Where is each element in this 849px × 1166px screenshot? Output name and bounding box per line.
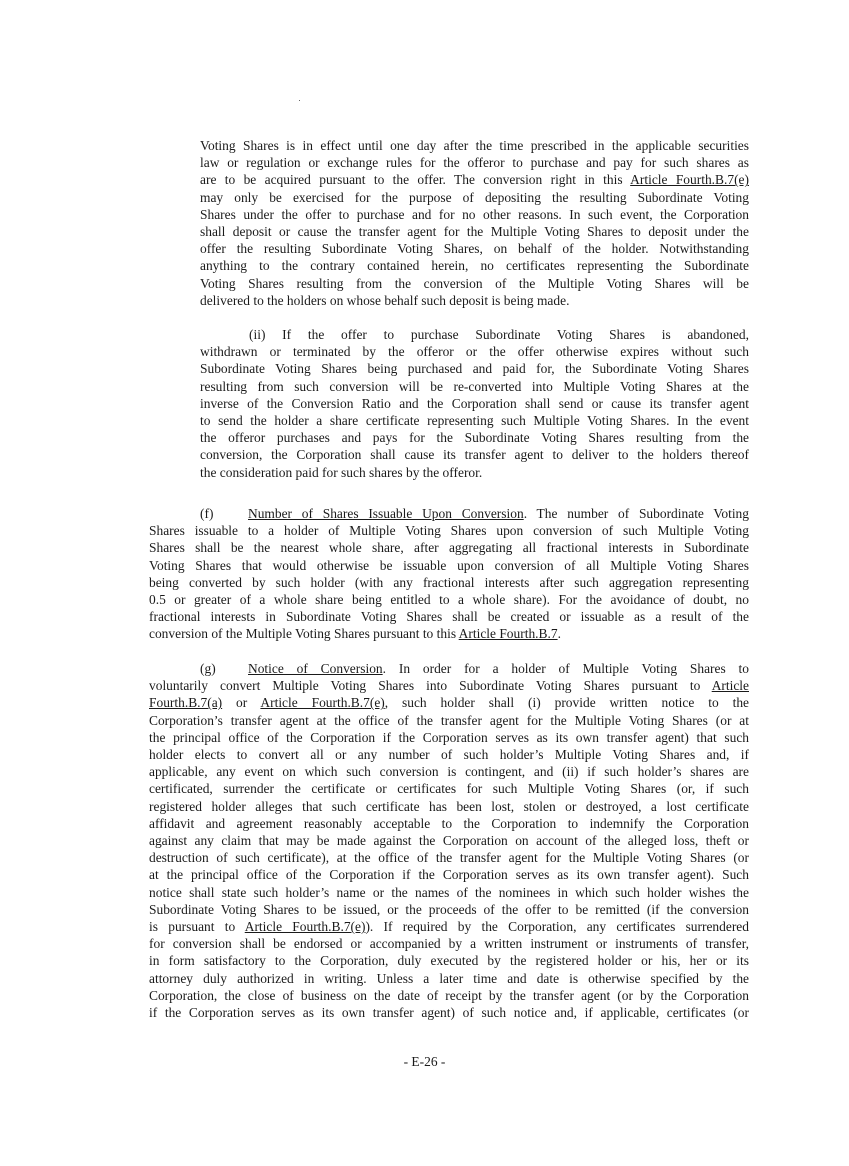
text-run: . xyxy=(557,626,561,642)
text-line: fractional interests in Subordinate Voting Shares shall be created or issuable as a result of the xyxy=(149,609,749,625)
text-line: Voting Shares is in effect until one day after the time prescribed in the applicable securities xyxy=(200,138,749,153)
text-run: . The number of Subordinate Voting xyxy=(523,506,749,521)
text-line: Subordinate Voting Shares being purchased and paid for, the Subordinate Voting Shares xyxy=(200,361,749,377)
text-run: . In order for a holder of Multiple Voting Shares to xyxy=(382,661,749,676)
text-line: Subordinate Voting Shares to be issued, or the proceeds of the offer to be remitted (if the conversion xyxy=(149,901,749,917)
text-line: in form satisfactory to the Corporation, duly executed by the registered holder or his, her or its xyxy=(149,953,749,969)
text-line: notice shall state such holder’s name or the names of the nominees in which such holder wishes the xyxy=(149,884,749,900)
paragraph-e-continued xyxy=(200,137,749,309)
section-label: (f) xyxy=(200,506,214,521)
article-reference: Article Fourth.B.7(e) xyxy=(244,919,366,935)
article-reference: Article xyxy=(711,678,749,694)
text-line: shall deposit or cause the transfer agent for the Multiple Voting Shares to deposit under the xyxy=(200,224,749,240)
text-line: attorney duly authorized in writing. Unless a later time and date is otherwise specified by the xyxy=(149,970,749,986)
text-line: anything to the contrary contained herein, no certificates representing the Subordinate xyxy=(200,258,749,274)
article-reference: Article Fourth.B.7(e) xyxy=(630,172,749,188)
text-line: at the principal office of the Corporation if the Corporation serves as its own transfer agent). Such xyxy=(149,867,749,883)
text-line xyxy=(149,918,749,935)
text-line: Shares issuable to a holder of Multiple Voting Shares upon conversion of such Multiple Voting xyxy=(149,523,749,539)
text-line: conversion, the Corporation shall cause its transfer agent to deliver to the holders thereof xyxy=(200,447,749,463)
section-heading: Notice of Conversion xyxy=(248,661,383,676)
text-line: being converted by such holder (with any fractional interests after such aggregation representing xyxy=(149,574,749,590)
text-line: Voting Shares resulting from the conversion of the Multiple Voting Shares will be xyxy=(200,275,749,291)
text-run: ). If required by the Corporation, any certificates surrendered xyxy=(365,919,749,935)
text-run: , such holder shall (i) provide written notice to the xyxy=(384,695,749,711)
text-line: applicable, any event on which such conversion is contingent, and (ii) if such holder’s shares are xyxy=(149,764,749,780)
text-line: Shares under the offer to purchase and for no other reasons. In such event, the Corporation xyxy=(200,206,749,222)
text-line: Corporation’s transfer agent at the office of the transfer agent for the Multiple Voting Shares (or at xyxy=(149,712,749,728)
text-line: for conversion shall be endorsed or accompanied by a written instrument or instruments of transfer, xyxy=(149,936,749,952)
text-line xyxy=(149,505,749,522)
text-line: against any claim that may be made against the Corporation on account of the alleged loss, theft or xyxy=(149,833,749,849)
text-run: voluntarily convert Multiple Voting Shares into Subordinate Voting Shares pursuant to xyxy=(149,678,712,694)
text-line xyxy=(149,625,749,642)
text-line: to send the holder a share certificate representing such Multiple Voting Shares. In the event xyxy=(200,413,749,429)
text-run: is pursuant to xyxy=(149,919,245,935)
text-line: certificated, surrender the certificate or certificates for such Multiple Voting Shares (or, if such xyxy=(149,781,749,797)
section-heading: Number of Shares Issuable Upon Conversion xyxy=(248,506,524,521)
text-line: Corporation, the close of business on the date of receipt by the transfer agent (or by the Corporation xyxy=(149,987,749,1003)
text-run: are to be acquired pursuant to the offer. The conversion right in this xyxy=(200,172,631,188)
text-line: 0.5 or greater of a whole share being entitled to a whole share). For the avoidance of doubt, no xyxy=(149,592,749,608)
text-run: or xyxy=(222,695,261,711)
text-run: conversion of the Multiple Voting Shares pursuant to this xyxy=(149,626,459,642)
text-line xyxy=(200,171,749,188)
text-line: the consideration paid for such shares by the offeror. xyxy=(200,464,483,480)
paragraph-g xyxy=(149,660,749,1021)
article-reference: Article Fourth.B.7(e) xyxy=(260,695,385,711)
paragraph-f xyxy=(149,505,749,643)
page-number: - E-26 - xyxy=(403,1054,446,1069)
text-line: holder elects to convert all or any number of such holder’s Multiple Voting Shares and, if xyxy=(149,747,749,763)
text-line: may only be exercised for the purpose of depositing the resulting Subordinate Voting xyxy=(200,189,749,205)
article-reference: Article Fourth.B.7 xyxy=(458,626,558,642)
text-line: resulting from such conversion will be re-converted into Multiple Voting Shares at the xyxy=(200,378,749,394)
text-line: the principal office of the Corporation if the Corporation serves as its own transfer agent) that such xyxy=(149,729,749,745)
text-line: Shares shall be the nearest whole share, after aggregating all fractional interests in Subordinate xyxy=(149,540,749,556)
text-line xyxy=(149,660,749,677)
text-line: if the Corporation serves as its own transfer agent) of such notice and, if applicable, certificates (or xyxy=(149,1005,749,1021)
text-line: offer the resulting Subordinate Voting Shares, on behalf of the holder. Notwithstanding xyxy=(200,241,749,257)
text-line: affidavit and agreement reasonably acceptable to the Corporation to indemnify the Corporation xyxy=(149,815,749,831)
text-line: inverse of the Conversion Ratio and the Corporation shall send or cause its transfer agent xyxy=(200,395,749,411)
text-line: (ii) If the offer to purchase Subordinate Voting Shares is abandoned, xyxy=(249,327,749,342)
text-line xyxy=(149,694,749,711)
article-reference: Fourth.B.7(a) xyxy=(149,695,223,711)
text-line: destruction of such certificate), at the office of the transfer agent for the Multiple Voting Shares (or xyxy=(149,850,749,866)
section-label: (g) xyxy=(200,661,216,676)
text-line: Voting Shares that would otherwise be issuable upon conversion of all Multiple Voting Shares xyxy=(149,557,749,573)
text-line xyxy=(149,677,749,694)
paragraph-e-ii xyxy=(200,326,749,481)
text-line: the offeror purchases and pays for the Subordinate Voting Shares resulting from the xyxy=(200,430,749,446)
stray-mark xyxy=(299,100,300,101)
text-line: withdrawn or terminated by the offeror or the offer otherwise expires without such xyxy=(200,344,749,360)
text-line: registered holder alleges that such certificate has been lost, stolen or destroyed, a lost certificate xyxy=(149,798,749,814)
text-line: law or regulation or exchange rules for the offeror to purchase and pay for such shares as xyxy=(200,155,749,171)
text-line: delivered to the holders on whose behalf such deposit is being made. xyxy=(200,292,570,308)
